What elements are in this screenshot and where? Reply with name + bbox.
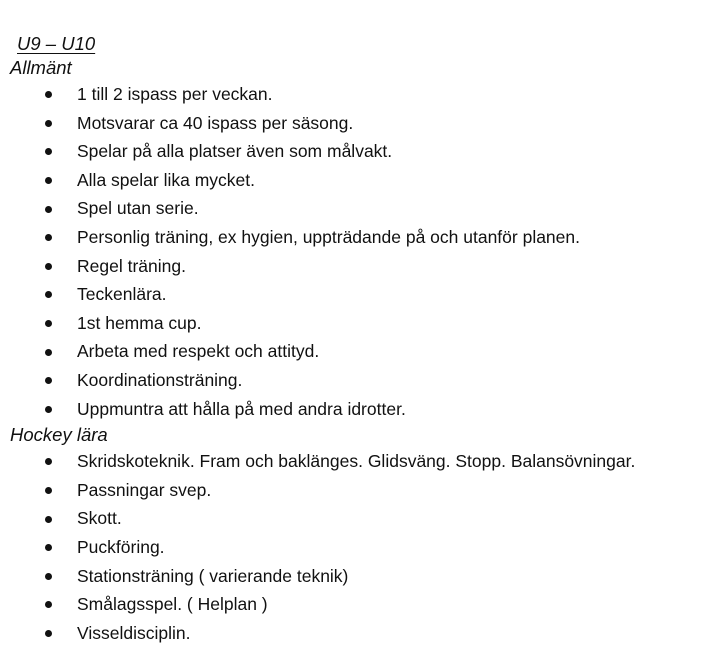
bullet-list-allmant [10, 80, 700, 423]
list-item [10, 337, 700, 366]
bullet-icon [45, 91, 52, 98]
bullet-icon [45, 177, 52, 184]
bullet-icon [45, 573, 52, 580]
bullet-icon [45, 406, 52, 413]
section-heading-allmant: Allmänt [10, 57, 72, 78]
document-page [10, 31, 700, 647]
bullet-icon [45, 206, 52, 213]
list-item-text: Smålagsspel. ( Helplan ) [77, 594, 268, 615]
list-item-text: 1st hemma cup. [77, 312, 202, 333]
list-item-text: Passningar svep. [77, 479, 212, 500]
list-item [10, 533, 700, 562]
list-item [10, 590, 700, 619]
list-item [10, 447, 700, 476]
list-item [10, 109, 700, 138]
bullet-icon [45, 377, 52, 384]
list-item-text: Spelar på alla platser även som målvakt. [77, 141, 393, 162]
bullet-list-hockey-lara [10, 447, 700, 647]
bullet-icon [45, 349, 52, 356]
bullet-icon [45, 291, 52, 298]
list-item-text: Puckföring. [77, 536, 165, 557]
list-item [10, 476, 700, 505]
list-item [10, 309, 700, 338]
list-item-text: Personlig träning, ex hygien, uppträdande på och utanför planen. [77, 226, 580, 247]
bullet-icon [45, 458, 52, 465]
list-item [10, 562, 700, 591]
bullet-icon [45, 234, 52, 241]
list-item-text: 1 till 2 ispass per veckan. [77, 84, 273, 104]
bullet-icon [45, 544, 52, 551]
bullet-icon [45, 601, 52, 608]
list-item [10, 252, 700, 281]
bullet-icon [45, 263, 52, 270]
list-item-text: Visseldisciplin. [77, 622, 191, 643]
bullet-icon [45, 630, 52, 637]
list-item [10, 366, 700, 395]
page-title: U9 – U10 [17, 33, 96, 54]
section-heading-hockey-lara: Hockey lära [10, 424, 108, 446]
list-item [10, 223, 700, 252]
bullet-icon [45, 320, 52, 327]
bullet-icon [45, 120, 52, 127]
list-item-text: Skridskoteknik. Fram och baklänges. Glidsväng. Stopp. Balansövningar. [77, 451, 636, 472]
bullet-icon [45, 487, 52, 494]
bullet-icon [45, 148, 52, 155]
list-item-text: Stationsträning ( varierande teknik) [77, 565, 349, 586]
list-item-text: Spel utan serie. [77, 198, 199, 219]
list-item-text: Teckenlära. [77, 284, 167, 305]
list-item-text: Alla spelar lika mycket. [77, 169, 255, 190]
list-item [10, 504, 700, 533]
list-item-text: Uppmuntra att hålla på med andra idrotter. [77, 398, 406, 419]
list-item [10, 619, 700, 648]
list-item-text: Skott. [77, 508, 122, 529]
list-item [10, 166, 700, 195]
bullet-icon [45, 516, 52, 523]
list-item [10, 137, 700, 166]
list-item-text: Regel träning. [77, 255, 186, 276]
list-item [10, 194, 700, 223]
list-item-text: Koordinationsträning. [77, 369, 243, 390]
list-item [10, 395, 700, 424]
list-item [10, 80, 700, 109]
list-item-text: Motsvarar ca 40 ispass per säsong. [77, 112, 354, 133]
list-item [10, 280, 700, 309]
list-item-text: Arbeta med respekt och attityd. [77, 341, 320, 362]
